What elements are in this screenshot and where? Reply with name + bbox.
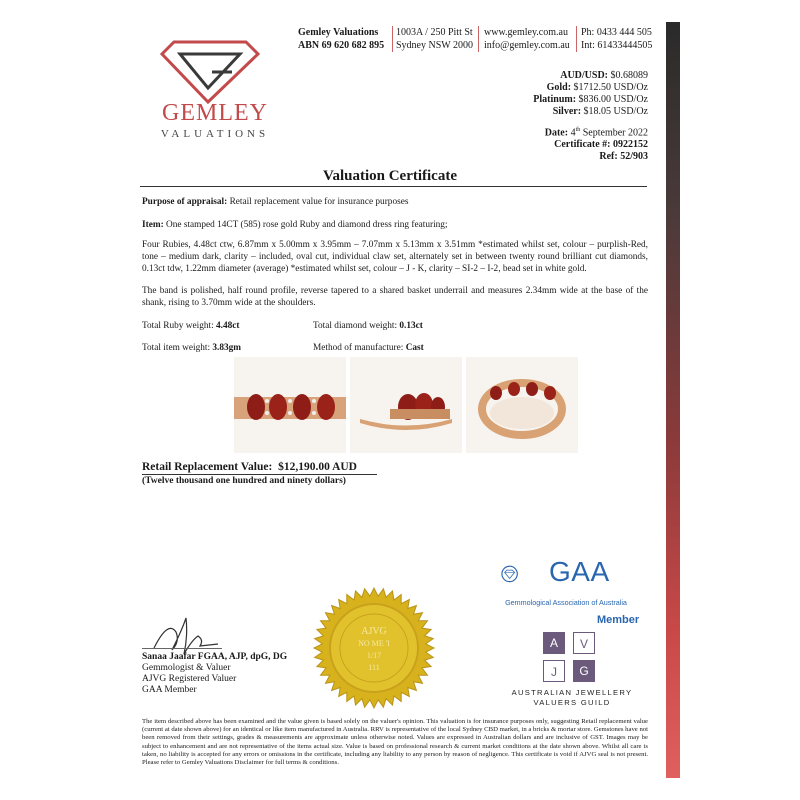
band-paragraph: The band is polished, half round profile, reverse tapered to a shared basket underrail and measures 2.34mm wide at the base of the shank, rising to 3.70mm wide at the shoulders. bbox=[142, 286, 648, 308]
description-paragraph: Four Rubies, 4.48ct ctw, 6.87mm x 5.00mm x 3.95mm – 7.07mm x 5.13mm x 3.51mm *estimated whilst set, colour – purplish-Red, tone – medium dark, clarity – included, oval cut, individual claw set, alternately set in between twenty round brilliant cut diamonds, 0.13ct tdw, 1.22mm diameter (average) *estimated whilst set, colour – J - K, clarity – SI-2 – I-2, bead set in white gold. bbox=[142, 240, 648, 274]
date-day: 4 bbox=[570, 127, 576, 139]
header-divider bbox=[478, 26, 479, 52]
ring-photo-front-view bbox=[466, 357, 578, 453]
valuer-name: Sanaa Jaafar FGAA, AJP, dpG, DG bbox=[142, 652, 288, 662]
manufacture-method bbox=[313, 342, 424, 354]
email-link[interactable]: info@gemley.com.au bbox=[484, 40, 570, 51]
date-rest: September 2022 bbox=[582, 127, 648, 139]
ruby-weight bbox=[142, 320, 239, 332]
company-name: Gemley Valuations bbox=[298, 27, 379, 38]
silver-label: Silver: bbox=[552, 106, 582, 117]
silver-value: $18.05 USD/Oz bbox=[583, 106, 648, 117]
valuer-role-3: GAA Member bbox=[142, 685, 197, 695]
item-label: Item: bbox=[142, 220, 164, 230]
company-abn: ABN 69 620 682 895 bbox=[298, 40, 385, 51]
gaa-acronym: GAA bbox=[549, 556, 610, 587]
gold-value: $1712.50 USD/Oz bbox=[573, 82, 648, 93]
ref-value: 52/903 bbox=[620, 151, 648, 163]
diamond-weight bbox=[313, 320, 423, 332]
date-label: Date: bbox=[544, 127, 569, 139]
aud-usd-label: AUD/USD: bbox=[560, 70, 608, 81]
brand-name: GEMLEY bbox=[162, 100, 268, 126]
ajvg-logo bbox=[543, 632, 599, 684]
contact-phone-block bbox=[581, 26, 659, 52]
ref-label: Ref: bbox=[599, 151, 618, 163]
diamond-weight-label: Total diamond weight: bbox=[313, 321, 398, 331]
item-weight-value: 3.83gm bbox=[212, 343, 242, 353]
header-divider bbox=[576, 26, 577, 52]
ruby-weight-label: Total Ruby weight: bbox=[142, 321, 214, 331]
ajvg-letter: G bbox=[573, 660, 595, 682]
gold-label: Gold: bbox=[546, 82, 572, 93]
purpose-label: Purpose of appraisal: bbox=[142, 197, 228, 207]
ajvg-name bbox=[504, 688, 640, 708]
retail-value-words: (Twelve thousand one hundred and ninety dollars) bbox=[142, 476, 346, 486]
item-text: One stamped 14CT (585) rose gold Ruby and diamond dress ring featuring; bbox=[166, 220, 448, 230]
intl-phone-number: Int: 61433444505 bbox=[581, 40, 653, 51]
ajvg-letter: J bbox=[543, 660, 565, 682]
retail-value-amount: $12,190.00 AUD bbox=[278, 461, 357, 473]
certificate-number: 0922152 bbox=[613, 139, 648, 151]
title-underline bbox=[140, 186, 647, 187]
purpose-paragraph bbox=[142, 196, 648, 208]
ajvg-letter: A bbox=[543, 632, 565, 654]
website-link[interactable]: www.gemley.com.au bbox=[484, 27, 568, 38]
gaa-full-name: Gemmological Association of Australia bbox=[505, 598, 627, 607]
metal-rates bbox=[533, 70, 648, 118]
manufacture-method-label: Method of manufacture: bbox=[313, 343, 404, 353]
brand-subtitle: VALUATIONS bbox=[160, 128, 270, 140]
address-line-1: 1003A / 250 Pitt St bbox=[396, 27, 473, 38]
valuer-details bbox=[142, 652, 287, 696]
aud-usd-value: $0.68089 bbox=[610, 70, 648, 81]
seal-line-1: AJVG bbox=[361, 626, 387, 637]
certificate-meta bbox=[545, 124, 648, 163]
page-title: Valuation Certificate bbox=[322, 168, 457, 184]
gaa-diamond-icon bbox=[500, 552, 550, 602]
seal-line-2: NO ME 'I bbox=[358, 639, 390, 648]
item-paragraph bbox=[142, 219, 648, 231]
ajvg-name-line-2: VALUERS GUILD bbox=[533, 698, 611, 707]
ajvg-gold-seal bbox=[312, 586, 436, 710]
phone-number: Ph: 0433 444 505 bbox=[581, 27, 652, 38]
disclaimer-text: The item described above has been examined and the value given is based solely on the valuer's opinion. This valuation is for insurance purposes only, suggesting Retail replacement value (current at date shown above) for an identical or like item manufactured in Australia. RRV is representative of the local Sydney CBD market, in a bricks & mortar store. Gemstones have not been removed from their settings, grades & measurements are approximate unless otherwise noted. Values are expressed in Australian dollars and are inclusive of GST. Images may be subject to enhancement and are not representative of the items actual size. Value is based on professional research & current market conditions at the date shown above. Whilst all care is taken, no liability is accepted for any errors or omissions in the certificate, including any liability to any person by reason of negligence. This certificate is void if AJVG seal is not present. Please refer to Gemley Valuations Disclaimer for full terms & conditions. bbox=[142, 718, 648, 767]
date-suffix: th bbox=[575, 127, 581, 133]
retail-value-underline bbox=[142, 474, 377, 475]
signature-line bbox=[142, 648, 222, 649]
ring-photo-top-view bbox=[234, 357, 346, 453]
ring-photo-side-view bbox=[350, 357, 462, 453]
retail-value-line bbox=[142, 461, 357, 473]
seal-line-4: 111 bbox=[368, 663, 380, 672]
retail-value-label: Retail Replacement Value: bbox=[142, 461, 273, 473]
address-line-2: Sydney NSW 2000 bbox=[396, 40, 474, 51]
item-weight bbox=[142, 342, 241, 354]
platinum-value: $836.00 USD/Oz bbox=[578, 94, 648, 105]
valuer-role-2: AJVG Registered Valuer bbox=[142, 674, 237, 684]
contact-web-block bbox=[484, 26, 574, 52]
ajvg-name-line-1: AUSTRALIAN JEWELLERY bbox=[511, 688, 633, 697]
manufacture-method-value: Cast bbox=[405, 343, 424, 353]
seal-line-3: 1/17 bbox=[366, 651, 382, 660]
contact-company-block bbox=[298, 26, 392, 52]
gaa-member-label: Member bbox=[597, 614, 640, 626]
ruby-weight-value: 4.48ct bbox=[215, 321, 240, 331]
item-weight-label: Total item weight: bbox=[142, 343, 211, 353]
certificate-label: Certificate #: bbox=[554, 139, 611, 151]
contact-address-block bbox=[396, 26, 474, 52]
header-divider bbox=[392, 26, 393, 52]
diamond-weight-value: 0.13ct bbox=[399, 321, 423, 331]
ajvg-letter: V bbox=[573, 632, 595, 654]
purpose-text: Retail replacement value for insurance purposes bbox=[229, 197, 409, 207]
decorative-side-strip bbox=[666, 22, 680, 778]
valuer-role-1: Gemmologist & Valuer bbox=[142, 663, 231, 673]
platinum-label: Platinum: bbox=[533, 94, 577, 105]
